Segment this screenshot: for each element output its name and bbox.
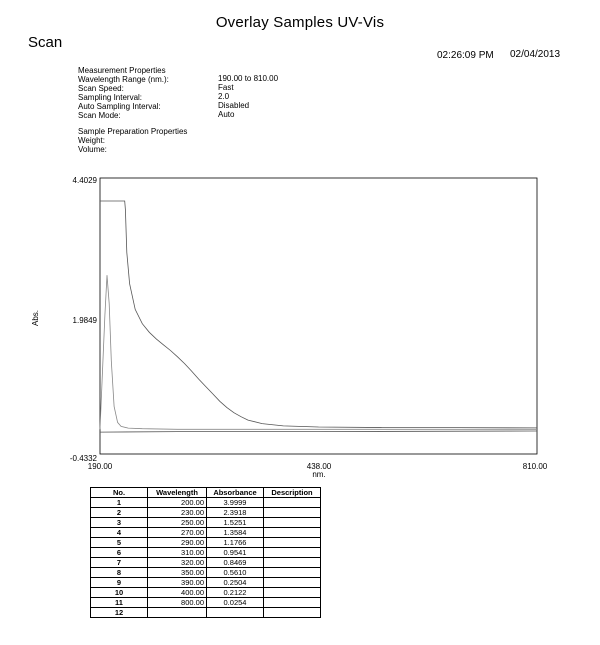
report-date: 02/04/2013 [510, 49, 561, 60]
report-time: 02:26:09 PM [437, 50, 494, 61]
wavelength-cell: 230.00 [148, 508, 207, 518]
y-tick-label: 1.9849 [72, 316, 97, 325]
wavelength-cell: 800.00 [148, 598, 207, 608]
y-axis-label: Abs. [31, 309, 40, 327]
table-row [91, 598, 321, 608]
row-number: 2 [91, 508, 148, 518]
column-header: Absorbance [207, 488, 264, 498]
property-label: Scan Speed: [78, 84, 124, 93]
wavelength-cell: 290.00 [148, 538, 207, 548]
plot-frame [100, 178, 537, 454]
absorbance-cell: 1.3584 [207, 528, 264, 538]
wavelength-cell: 400.00 [148, 588, 207, 598]
property-value: 190.00 to 810.00 [218, 74, 279, 83]
table-row [91, 558, 321, 568]
sample-prep-heading: Sample Preparation Properties [78, 127, 188, 136]
wavelength-cell: 270.00 [148, 528, 207, 538]
series-layer [100, 201, 537, 432]
x-tick-label: 438.00 [306, 462, 332, 471]
table-row [91, 538, 321, 548]
wavelength-cell: 250.00 [148, 518, 207, 528]
row-number: 7 [91, 558, 148, 568]
column-header: Wavelength [148, 488, 207, 498]
property-value: Disabled [218, 101, 250, 110]
absorbance-cell: 0.0254 [207, 598, 264, 608]
absorbance-cell: 1.5251 [207, 518, 264, 528]
table-row [91, 528, 321, 538]
table-row [91, 568, 321, 578]
description-cell [264, 518, 321, 528]
row-number: 12 [91, 608, 148, 618]
x-tick-label: 190.00 [87, 462, 113, 471]
row-number: 6 [91, 548, 148, 558]
row-number: 3 [91, 518, 148, 528]
wavelength-cell: 200.00 [148, 498, 207, 508]
sample-prep-label: Weight: [78, 136, 105, 145]
absorbance-cell: 0.5610 [207, 568, 264, 578]
property-label: Scan Mode: [78, 111, 121, 120]
sample-prep-label: Volume: [78, 145, 107, 154]
absorbance-cell: 0.2122 [207, 588, 264, 598]
property-label: Wavelength Range (nm.): [78, 75, 169, 84]
description-cell [264, 568, 321, 578]
description-cell [264, 588, 321, 598]
spectrum-line-1 [100, 201, 537, 428]
description-cell [264, 538, 321, 548]
table-row [91, 608, 321, 618]
x-tick-label: 810.00 [522, 462, 548, 471]
row-number: 8 [91, 568, 148, 578]
wavelength-cell: 350.00 [148, 568, 207, 578]
wavelength-cell [148, 608, 207, 618]
row-number: 1 [91, 498, 148, 508]
wavelength-cell: 320.00 [148, 558, 207, 568]
absorbance-cell: 0.8469 [207, 558, 264, 568]
scan-label: Scan [28, 34, 63, 51]
description-cell [264, 528, 321, 538]
table-row [91, 588, 321, 598]
table-row [91, 508, 321, 518]
table-row [91, 548, 321, 558]
description-cell [264, 508, 321, 518]
spectrum-line-3 [100, 431, 537, 432]
table-header-row [91, 488, 321, 498]
property-label: Auto Sampling Interval: [78, 102, 161, 111]
row-number: 4 [91, 528, 148, 538]
row-number: 9 [91, 578, 148, 588]
y-tick-label: -0.4332 [69, 454, 97, 463]
row-number: 11 [91, 598, 148, 608]
property-value: 2.0 [218, 92, 230, 101]
table-row [91, 498, 321, 508]
wavelength-cell: 390.00 [148, 578, 207, 588]
absorbance-cell: 0.2504 [207, 578, 264, 588]
y-tick-label: 4.4029 [72, 176, 97, 185]
column-header: Description [264, 488, 321, 498]
measurement-heading: Measurement Properties [78, 66, 166, 75]
absorbance-cell: 2.3918 [207, 508, 264, 518]
absorbance-cell [207, 608, 264, 618]
row-number: 10 [91, 588, 148, 598]
column-header: No. [91, 488, 148, 498]
absorbance-cell: 3.9999 [207, 498, 264, 508]
description-cell [264, 608, 321, 618]
property-label: Sampling Interval: [78, 93, 143, 102]
description-cell [264, 598, 321, 608]
absorbance-cell: 1.1766 [207, 538, 264, 548]
description-cell [264, 558, 321, 568]
table-row [91, 518, 321, 528]
description-cell [264, 578, 321, 588]
property-value: Fast [218, 83, 234, 92]
property-value: Auto [218, 110, 235, 119]
description-cell [264, 548, 321, 558]
spectrum-line-2 [100, 275, 537, 429]
data-table [90, 487, 321, 618]
table-row [91, 578, 321, 588]
description-cell [264, 498, 321, 508]
wavelength-cell: 310.00 [148, 548, 207, 558]
row-number: 5 [91, 538, 148, 548]
report-title: Overlay Samples UV-Vis [215, 14, 385, 31]
x-axis-label: nm. [312, 470, 326, 479]
absorbance-cell: 0.9541 [207, 548, 264, 558]
